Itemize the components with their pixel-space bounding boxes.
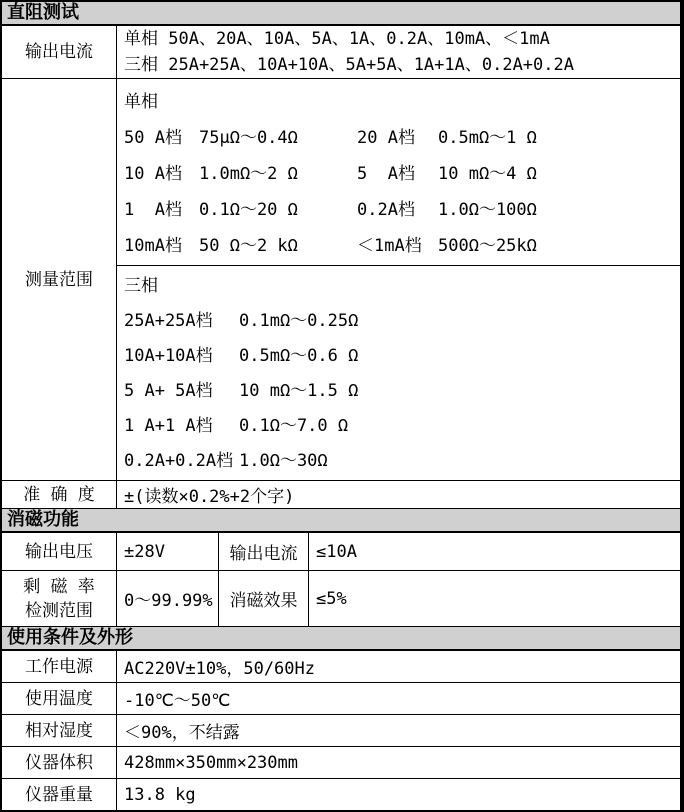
- three-phase-row: [124, 339, 680, 374]
- row-label-demag-effect: 消磁效果: [219, 571, 309, 626]
- row-label-output-voltage: 输出电压: [2, 533, 117, 570]
- row-power-supply: [2, 651, 680, 683]
- row-label-output-current: 输出电流: [2, 26, 117, 78]
- value-output-voltage: ±28V: [117, 533, 219, 570]
- range-value: 10 mΩ～1.5 Ω: [239, 381, 359, 401]
- row-instrument-weight: [2, 779, 680, 810]
- range-value: 500Ω～25kΩ: [438, 236, 537, 256]
- row-residual-magnetism: [2, 571, 680, 627]
- row-label-instrument-size: 仪器体积: [2, 747, 117, 778]
- range-name: 20 A档: [357, 128, 415, 148]
- range-value: 1.0Ω～100Ω: [438, 200, 537, 220]
- value-instrument-size: 428mm×350mm×230mm: [124, 752, 298, 773]
- row-label-demag-output-current: 输出电流: [219, 533, 309, 570]
- single-phase-row: [124, 120, 680, 156]
- range-name: 10mA档: [124, 236, 182, 256]
- single-phase-title: 单相: [124, 92, 158, 112]
- range-name: 0.2A+0.2A档: [124, 451, 234, 471]
- range-name: 10 A档: [124, 164, 182, 184]
- row-instrument-size: [2, 747, 680, 779]
- range-name: 50 A档: [124, 128, 182, 148]
- residual-label-line2: 检测范围: [24, 600, 93, 621]
- row-measure-range: [2, 79, 680, 481]
- range-value: 50 Ω～2 kΩ: [199, 236, 298, 256]
- row-value-accuracy: ±(读数×0.2%+2个字): [124, 487, 295, 507]
- value-instrument-weight: 13.8 kg: [124, 784, 196, 805]
- row-output-current: [2, 26, 680, 79]
- three-phase-row: [124, 444, 680, 479]
- value-relative-humidity: ＜90%，不结露: [124, 723, 240, 743]
- range-value: 75μΩ～0.4Ω: [199, 128, 298, 148]
- single-phase-row: [124, 156, 680, 192]
- row-label-power-supply: 工作电源: [2, 651, 117, 682]
- output-current-single-phase: 单相 50A、20A、10A、5A、1A、0.2A、10mA、＜1mA: [124, 29, 550, 49]
- range-value: 10 mΩ～4 Ω: [438, 164, 537, 184]
- row-value-output-current: [117, 26, 680, 78]
- row-label-relative-humidity: 相对湿度: [2, 715, 117, 746]
- range-name: 1 A档: [124, 200, 182, 220]
- single-phase-row: [124, 192, 680, 228]
- range-value: 1.0mΩ～2 Ω: [199, 164, 298, 184]
- residual-label-line1: 剩 磁 率: [23, 576, 95, 597]
- range-value: 0.1mΩ～0.25Ω: [239, 311, 359, 331]
- range-value: 0.5mΩ～0.6 Ω: [239, 346, 359, 366]
- single-phase-row: [124, 228, 680, 264]
- range-value: 1.0Ω～30Ω: [239, 451, 328, 471]
- row-demag-voltage-current: [2, 533, 680, 571]
- output-current-three-phase: 三相 25A+25A、10A+10A、5A+5A、1A+1A、0.2A+0.2A: [124, 55, 574, 75]
- three-phase-row: [124, 304, 680, 339]
- row-label-accuracy: 准 确 度: [2, 481, 117, 508]
- value-operating-temperature: -10℃～50℃: [124, 691, 231, 711]
- measure-range-content: [117, 79, 680, 480]
- range-value: 0.5mΩ～1 Ω: [438, 128, 537, 148]
- row-accuracy: [2, 481, 680, 509]
- range-name: 10A+10A档: [124, 346, 213, 366]
- range-name: 1 A+1 A档: [124, 416, 213, 436]
- value-power-supply: AC220V±10%，50/60Hz: [124, 659, 315, 679]
- three-phase-row: [124, 374, 680, 409]
- conditions-rows: [2, 651, 680, 810]
- section-header-dc-test: 直阻测试: [2, 2, 680, 26]
- row-relative-humidity: [2, 715, 680, 747]
- three-phase-title: 三相: [124, 276, 158, 296]
- range-value: 0.1Ω～7.0 Ω: [239, 416, 349, 436]
- section-header-demag: 消磁功能: [2, 509, 680, 533]
- range-value: 0.1Ω～20 Ω: [199, 200, 298, 220]
- range-name: 0.2A档: [357, 200, 415, 220]
- value-residual-range: 0～99.99%: [117, 571, 219, 626]
- row-operating-temperature: [2, 683, 680, 715]
- row-label-residual-range: [2, 571, 117, 626]
- range-name: 5 A+ 5A档: [124, 381, 213, 401]
- row-label-instrument-weight: 仪器重量: [2, 779, 117, 810]
- three-phase-row: [124, 409, 680, 444]
- range-name: ＜1mA档: [357, 236, 422, 256]
- range-name: 25A+25A档: [124, 311, 213, 331]
- row-label-operating-temperature: 使用温度: [2, 683, 117, 714]
- value-demag-effect: ≤5%: [316, 588, 347, 609]
- three-phase-block: [117, 266, 680, 480]
- section-header-conditions: 使用条件及外形: [2, 627, 680, 651]
- single-phase-block: [117, 79, 680, 266]
- row-label-measure-range: 测量范围: [2, 79, 117, 480]
- value-demag-output-current: ≤10A: [316, 541, 357, 562]
- range-name: 5 A档: [357, 164, 415, 184]
